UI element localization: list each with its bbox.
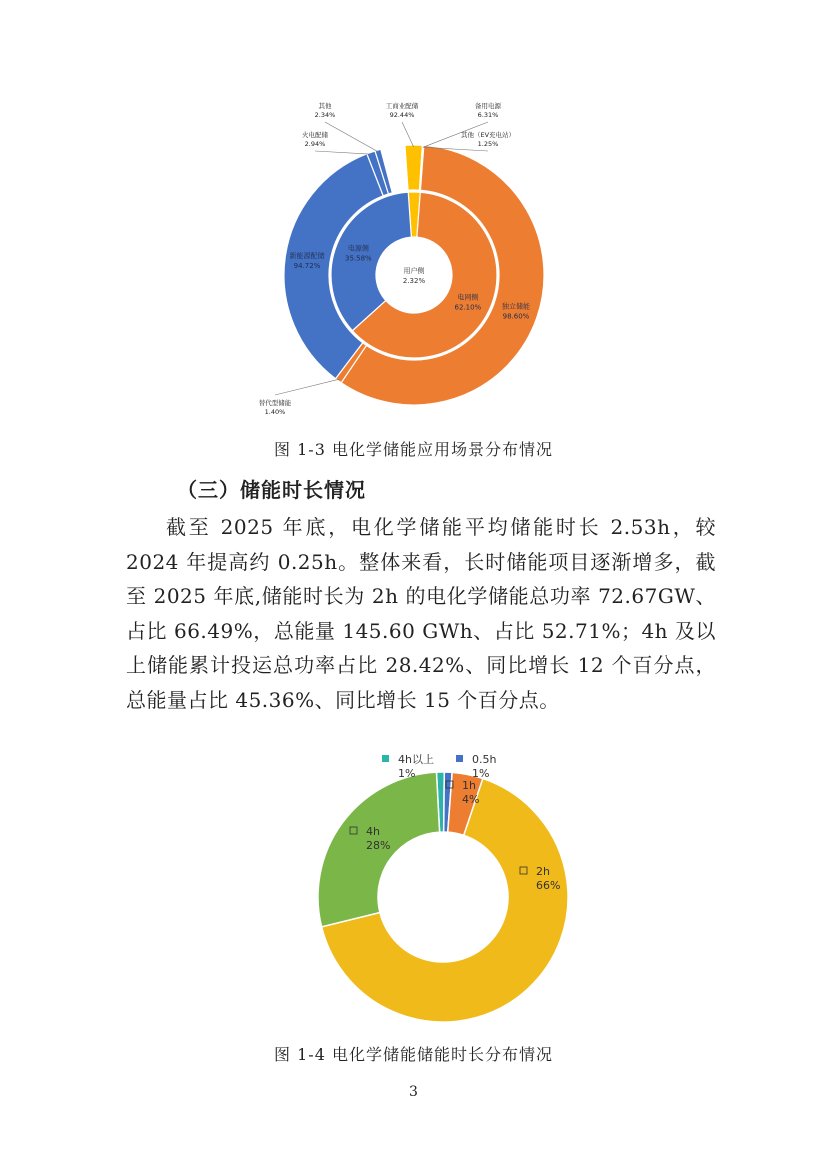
slice-name-0: 4h以上 [398, 753, 434, 766]
slice-value-0: 1% [398, 767, 416, 780]
center-label: 用户侧 [403, 267, 425, 275]
outer-label-value-1: 94.72% [293, 262, 321, 271]
duration-donut-chart [300, 752, 590, 1037]
outer-label-name-1: 新能源配储 [289, 252, 325, 261]
callout-name-2: 备用电源 [475, 102, 501, 110]
slice-value-4: 28% [366, 839, 391, 852]
callout-value-5: 1.40% [264, 408, 286, 416]
slice-value-2: 4% [462, 793, 480, 806]
outer-label-name-0: 独立储能 [501, 302, 530, 311]
leader-line-0 [325, 122, 378, 152]
inner-label-value-1: 35.58% [345, 254, 372, 263]
inner-label-value-0: 62.10% [454, 303, 482, 312]
slice-name-1: 0.5h [472, 753, 497, 766]
paragraph-text: 截至 2025 年底，电化学储能平均储能时长 2.53h，较 2024 年提高约 0.25h。整体来看，长时储能项目逐渐增多，截至 2025 年底,储能时长为 2h 的电化学储能总功率 72.67GW、占比 66.49%，总能量 145.60 GWh、占比 52.71%；4h 及以上储能累计投运总功率占比 28.42%、同比增长 12 个百分点，总能量占比 45.36%、同比增长 15 个百分点。 [126, 515, 716, 712]
page-number: 3 [409, 1084, 418, 1100]
inner-label-name-0: 电网侧 [457, 293, 479, 302]
section-heading: （三）储能时长情况 [177, 478, 366, 502]
slice-name-4: 4h [366, 825, 380, 838]
leader-line-3 [315, 151, 372, 154]
callout-value-1: 92.44% [389, 111, 415, 119]
legend-marker-0 [382, 755, 389, 762]
leader-line-1 [402, 122, 414, 147]
slice-value-1: 1% [472, 767, 490, 780]
callout-value-3: 2.94% [304, 140, 326, 148]
inner-label-name-1: 电源侧 [347, 244, 369, 253]
callout-name-4: 其他（EV充电站） [460, 131, 516, 139]
donut-hole [376, 237, 452, 313]
callout-name-3: 火电配储 [302, 131, 328, 139]
donut-slices [318, 772, 568, 1022]
callout-name-5: 替代型储能 [258, 399, 292, 407]
callout-value-2: 6.31% [477, 111, 499, 119]
application-scenario-donut-chart [230, 90, 600, 420]
center-value: 2.32% [402, 277, 426, 285]
leader-line-5 [275, 379, 340, 395]
slice-name-3: 2h [536, 865, 550, 878]
outer-label-value-0: 98.60% [502, 312, 530, 321]
figure-1-4-caption: 图 1-4 电化学储能储能时长分布情况 [274, 1045, 553, 1064]
legend-marker-1 [456, 755, 463, 762]
callout-name-0: 其他 [318, 102, 332, 110]
figure-1-3-caption: 图 1-3 电化学储能应用场景分布情况 [274, 440, 553, 459]
callout-value-4: 1.25% [477, 140, 499, 148]
slice-name-2: 1h [462, 779, 476, 792]
callout-name-1: 工商业配储 [385, 102, 419, 110]
callout-value-0: 2.34% [314, 111, 336, 119]
slice-value-3: 66% [536, 879, 561, 892]
body-paragraph [126, 510, 716, 718]
